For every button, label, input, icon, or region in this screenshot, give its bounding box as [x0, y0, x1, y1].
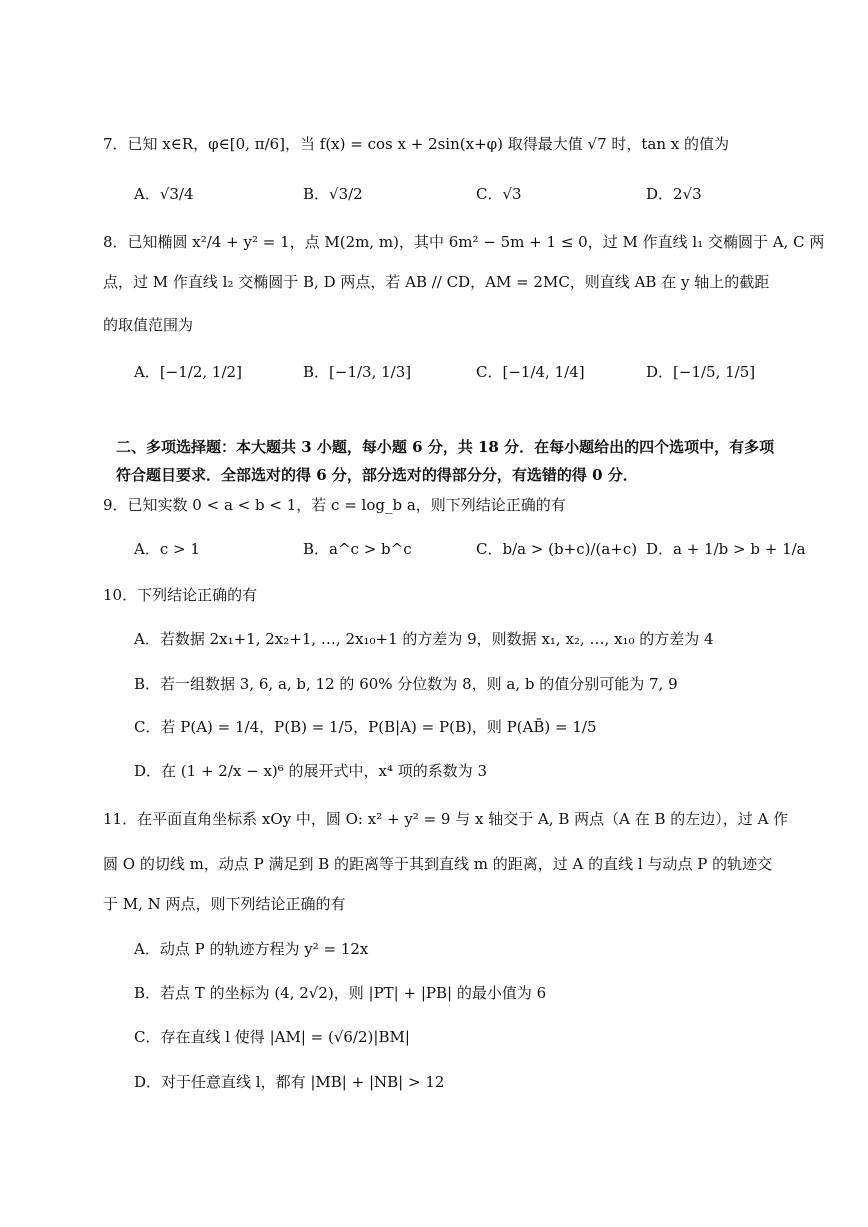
q7-option-d: D．2√3 [646, 185, 702, 203]
q9-option-a: A．c > 1 [134, 540, 200, 558]
q11-line1: 11．在平面直角坐标系 xOy 中，圆 O: x² + y² = 9 与 x 轴交于 A, B 两点（A 在 B 的左边），过 A 作 [103, 810, 789, 828]
q11-line3: 于 M, N 两点，则下列结论正确的有 [103, 895, 346, 913]
q7-stem: 7．已知 x∈R，φ∈[0, π/6]，当 f(x) = cos x + 2sin(x+φ) 取得最大值 √7 时，tan x 的值为 [103, 135, 730, 153]
q8-option-a: A．[−1/2, 1/2] [134, 363, 242, 381]
q8-option-b: B．[−1/3, 1/3] [303, 363, 412, 381]
q7-option-c: C．√3 [476, 185, 522, 203]
q10-option-b: B．若一组数据 3, 6, a, b, 12 的 60% 分位数为 8，则 a, b 的值分别可能为 7, 9 [134, 675, 678, 693]
q7-option-b: B．√3/2 [303, 185, 363, 203]
q8-line1: 8．已知椭圆 x²/4 + y² = 1，点 M(2m, m)，其中 6m² − 5m + 1 ≤ 0，过 M 作直线 l₁ 交椭圆于 A, C 两 [103, 233, 825, 251]
q8-option-c: C．[−1/4, 1/4] [476, 363, 585, 381]
q9-option-b: B．a^c > b^c [303, 540, 412, 558]
q7-option-a: A．√3/4 [134, 185, 194, 203]
q8-line2: 点，过 M 作直线 l₂ 交椭圆于 B, D 两点，若 AB // CD，AM = 2MC，则直线 AB 在 y 轴上的截距 [103, 273, 770, 291]
q11-option-b: B．若点 T 的坐标为 (4, 2√2)，则 |PT| + |PB| 的最小值为 6 [134, 984, 547, 1002]
q11-option-d: D．对于任意直线 l，都有 |MB| + |NB| > 12 [134, 1073, 445, 1091]
q9-stem: 9．已知实数 0 < a < b < 1，若 c = log_b a，则下列结论正确的有 [103, 496, 566, 514]
q11-line2: 圆 O 的切线 m，动点 P 满足到 B 的距离等于其到直线 m 的距离，过 A 的直线 l 与动点 P 的轨迹交 [103, 855, 773, 873]
q10-stem: 10．下列结论正确的有 [103, 586, 258, 604]
q10-option-d: D．在 (1 + 2/x − x)⁶ 的展开式中，x⁴ 项的系数为 3 [134, 762, 488, 780]
q10-option-a: A．若数据 2x₁+1, 2x₂+1, …, 2x₁₀+1 的方差为 9，则数据 x₁, x₂, …, x₁₀ 的方差为 4 [134, 630, 714, 648]
q8-line3: 的取值范围为 [103, 316, 194, 334]
section-header-line2: 符合题目要求．全部选对的得 6 分，部分选对的得部分分，有选错的得 0 分． [116, 466, 638, 484]
q11-option-a: A．动点 P 的轨迹方程为 y² = 12x [134, 940, 369, 958]
q9-option-c: C．b/a > (b+c)/(a+c) [476, 540, 638, 558]
q8-option-d: D．[−1/5, 1/5] [646, 363, 756, 381]
q11-option-c: C．存在直线 l 使得 |AM| = (√6/2)|BM| [134, 1028, 410, 1046]
section-header-line1: 二、多项选择题：本大题共 3 小题，每小题 6 分，共 18 分．在每小题给出的四个选项中，有多项 [116, 438, 775, 456]
q10-option-c: C．若 P(A) = 1/4，P(B) = 1/5，P(B|A) = P(B)，则 P(AB̄) = 1/5 [134, 718, 597, 736]
q9-option-d: D．a + 1/b > b + 1/a [646, 540, 806, 558]
